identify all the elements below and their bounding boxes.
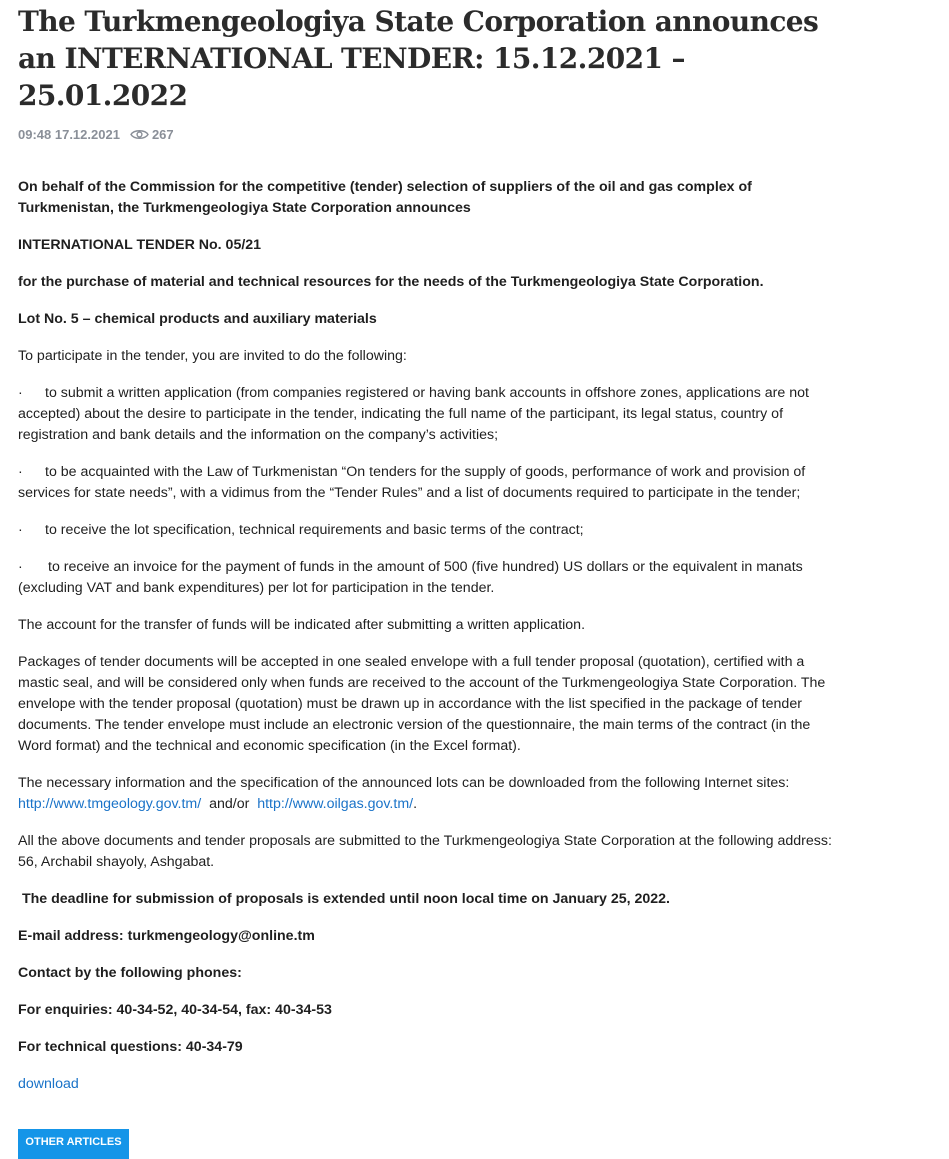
bullet-item [18, 462, 838, 504]
packages-paragraph: Packages of tender documents will be accepted in one sealed envelope with a full tender proposal (quotation), certified with a mastic seal, and will be considered only when funds are received to the account of the Turkmengeologiya State Corporation. The envelope with the tender proposal (quotation) must be drawn up in accordance with the list specified in the package of tender documents. The tender envelope must include an electronic version of the questionnaire, the main terms of the contract (in the Word format) and the technical and economic specification (in the Excel format). [18, 654, 826, 754]
deadline-paragraph [18, 889, 838, 910]
bullet-text: to receive the lot specification, technical requirements and basic terms of the contract; [45, 522, 584, 538]
article [18, 0, 838, 1111]
technical-line: For technical questions: 40-34-79 [18, 1039, 243, 1055]
bullet-text: to submit a written application (from companies registered or having bank accounts in offshore zones, applications are not accepted) about the desire to participate in the tender, indicating the full name of the participant, its legal status, country of registration and bank details and the information on the company’s activities; [18, 385, 809, 443]
tender-number: INTERNATIONAL TENDER No. 05/21 [18, 237, 262, 253]
invite-paragraph: To participate in the tender, you are invited to do the following: [18, 348, 407, 364]
contact-heading: Contact by the following phones: [18, 965, 242, 981]
tender-purpose: for the purchase of material and technical resources for the needs of the Turkmengeologiya State Corporation. [18, 274, 764, 290]
download-link[interactable]: download [18, 1076, 79, 1092]
bullet-dot: · [18, 522, 23, 538]
article-meta [18, 124, 838, 144]
lot-line: Lot No. 5 – chemical products and auxiliary materials [18, 311, 377, 327]
intro-paragraph: On behalf of the Commission for the competitive (tender) selection of suppliers of the oil and gas complex of Turkmenistan, the Turkmengeologiya State Corporation announces [18, 179, 752, 216]
views-counter [130, 127, 174, 142]
address-paragraph: All the above documents and tender proposals are submitted to the Turkmengeologiya State Corporation at the following address: 56, Archabil shayoly, Ashgabat. [18, 833, 832, 870]
bullet-text: to be acquainted with the Law of Turkmenistan “On tenders for the supply of goods, performance of work and provision of services for state needs”, with a vidimus from the “Tender Rules” and a list of documents required to participate in the tender; [18, 464, 806, 501]
download-paragraph [18, 1074, 838, 1095]
bullet-text: to receive an invoice for the payment of funds in the amount of 500 (five hundred) US dollars or the equivalent in manats (excluding VAT and bank expenditures) per lot for participation in the tender. [18, 559, 803, 596]
article-body [18, 177, 838, 1095]
info-prefix: The necessary information and the specification of the announced lots can be downloaded from the following Internet sites: [18, 775, 790, 791]
info-suffix: . [413, 796, 418, 812]
bullet-item [18, 383, 838, 446]
eye-icon [130, 128, 149, 141]
email-line: E-mail address: turkmengeology@online.tm [18, 928, 315, 944]
bullet-item [18, 557, 838, 599]
bullet-dot: · [18, 385, 23, 401]
enquiries-line: For enquiries: 40-34-52, 40-34-54, fax: 40-34-53 [18, 1002, 332, 1018]
info-and: and/or [209, 796, 250, 812]
account-note: The account for the transfer of funds will be indicated after submitting a written application. [18, 617, 586, 633]
article-title: The Turkmengeologiya State Corporation announces an INTERNATIONAL TENDER: 15.12.2021 – 25.01.2022 [18, 5, 819, 112]
tmgeology-link[interactable]: http://www.tmgeology.gov.tm/ [18, 796, 202, 812]
oilgas-link[interactable]: http://www.oilgas.gov.tm/ [257, 796, 414, 812]
bullet-dot: · [18, 464, 23, 480]
views-count: 267 [151, 126, 174, 142]
deadline-text: The deadline for submission of proposals is extended until noon local time on January 25, 2022. [21, 891, 670, 907]
other-articles-button[interactable]: OTHER ARTICLES [18, 1129, 129, 1159]
info-paragraph [18, 773, 838, 815]
article-datetime: 09:48 17.12.2021 [18, 126, 120, 142]
bullet-dot: · [18, 559, 23, 575]
bullet-item [18, 520, 838, 541]
